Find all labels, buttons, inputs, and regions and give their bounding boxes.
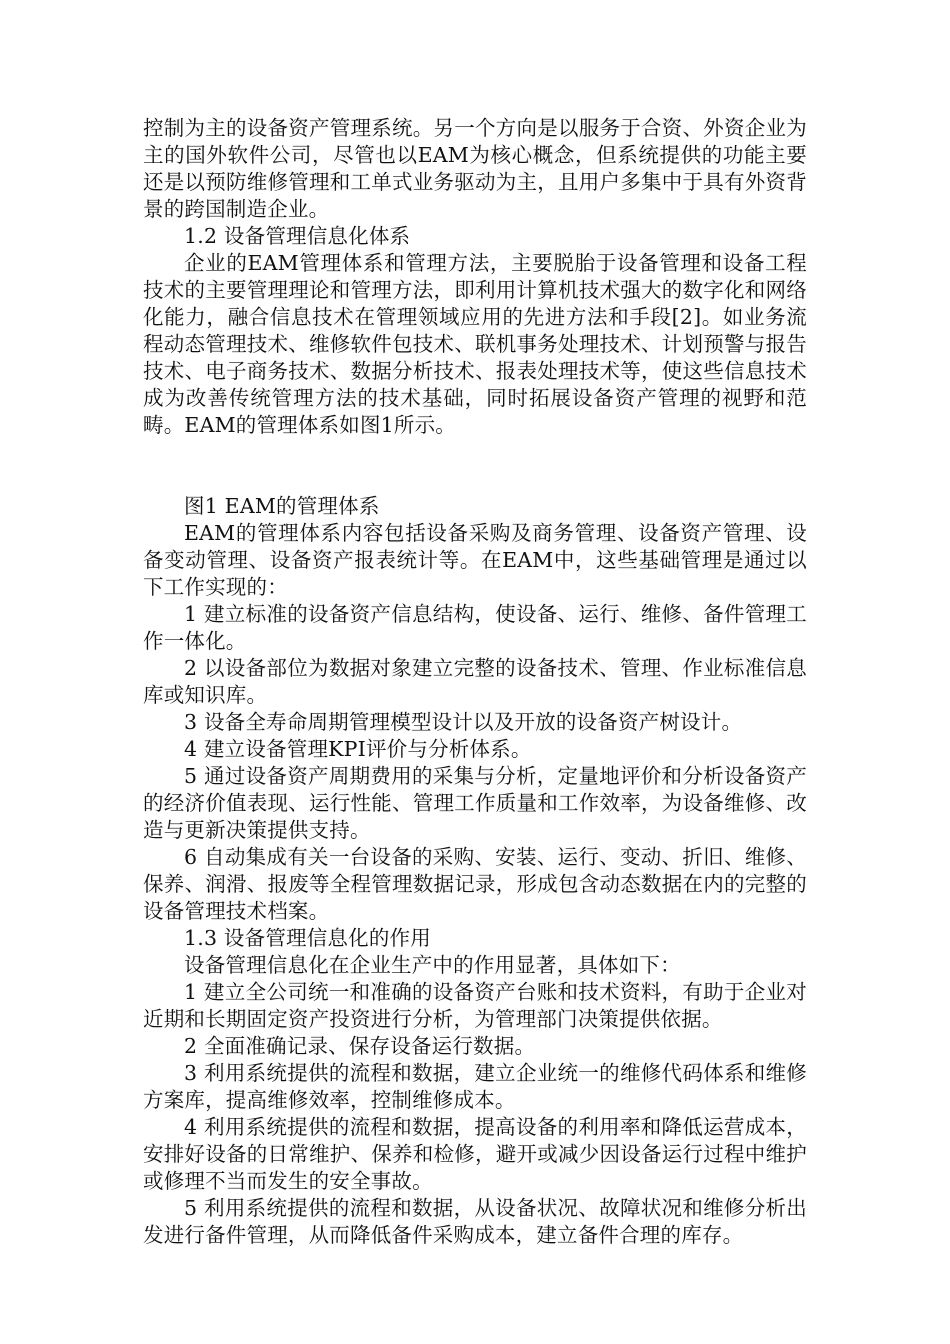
list-item-1: 1 建立标准的设备资产信息结构，使设备、运行、维修、备件管理工作一体化。 <box>143 602 807 653</box>
role-item-4: 4 利用系统提供的流程和数据，提高设备的利用率和降低运营成本，安排好设备的日常维护、保养和检修，避开或减少因设备运行过程中维护或修理不当而发生的安全事故。 <box>143 1115 807 1193</box>
figure-caption: 图1 EAM的管理体系 <box>184 494 380 518</box>
role-item-5: 5 利用系统提供的流程和数据，从设备状况、故障状况和维修分析出发进行备件管理，从而降低备件采购成本，建立备件合理的库存。 <box>143 1196 807 1247</box>
list-item-6: 6 自动集成有关一台设备的采购、安装、运行、变动、折旧、维修、保养、润滑、报废等全程管理数据记录，形成包含动态数据在内的完整的设备管理技术档案。 <box>143 845 807 923</box>
paragraph-intro-continuation: 控制为主的设备资产管理系统。另一个方向是以服务于合资、外资企业为主的国外软件公司，尽管也以EAM为核心概念，但系统提供的功能主要还是以预防维修管理和工单式业务驱动为主，且用户多集中于具有外资背景的跨国制造企业。 <box>143 116 807 221</box>
list-item-2: 2 以设备部位为数据对象建立完整的设备技术、管理、作业标准信息库或知识库。 <box>143 656 807 707</box>
role-item-1: 1 建立全公司统一和准确的设备资产台账和技术资料，有助于企业对近期和长期固定资产投资进行分析，为管理部门决策提供依据。 <box>143 980 807 1031</box>
list-item-5: 5 通过设备资产周期费用的采集与分析，定量地评价和分析设备资产的经济价值表现、运行性能、管理工作质量和工作效率，为设备维修、改造与更新决策提供支持。 <box>143 764 807 842</box>
figure-placeholder-space <box>143 439 807 493</box>
list-item-4: 4 建立设备管理KPI评价与分析体系。 <box>184 737 532 761</box>
paragraph-role-intro: 设备管理信息化在企业生产中的作用显著，具体如下： <box>184 953 681 977</box>
paragraph-eam-methods: 企业的EAM管理体系和管理方法，主要脱胎于设备管理和设备工程技术的主要管理理论和管理方法，即利用计算机技术强大的数字化和网络化能力，融合信息技术在管理领域应用的先进方法和手段[2]。如业务流程动态管理技术、维修软件包技术、联机事务处理技术、计划预警与报告技术、电子商务技术、数据分析技术、报表处理技术等，使这些信息技术成为改善传统管理方法的技术基础，同时拓展设备资产管理的视野和范畴。EAM的管理体系如图1所示。 <box>143 251 807 437</box>
role-item-2: 2 全面准确记录、保存设备运行数据。 <box>184 1034 536 1058</box>
role-item-3: 3 利用系统提供的流程和数据，建立企业统一的维修代码体系和维修方案库，提高维修效率，控制维修成本。 <box>143 1061 807 1112</box>
document-body <box>143 115 807 1249</box>
section-heading-1-2: 1.2 设备管理信息化体系 <box>184 224 411 248</box>
list-item-3: 3 设备全寿命周期管理模型设计以及开放的设备资产树设计。 <box>184 710 743 734</box>
paragraph-eam-content: EAM的管理体系内容包括设备采购及商务管理、设备资产管理、设备变动管理、设备资产报表统计等。在EAM中，这些基础管理是通过以下工作实现的： <box>143 521 807 599</box>
section-heading-1-3: 1.3 设备管理信息化的作用 <box>184 926 431 950</box>
